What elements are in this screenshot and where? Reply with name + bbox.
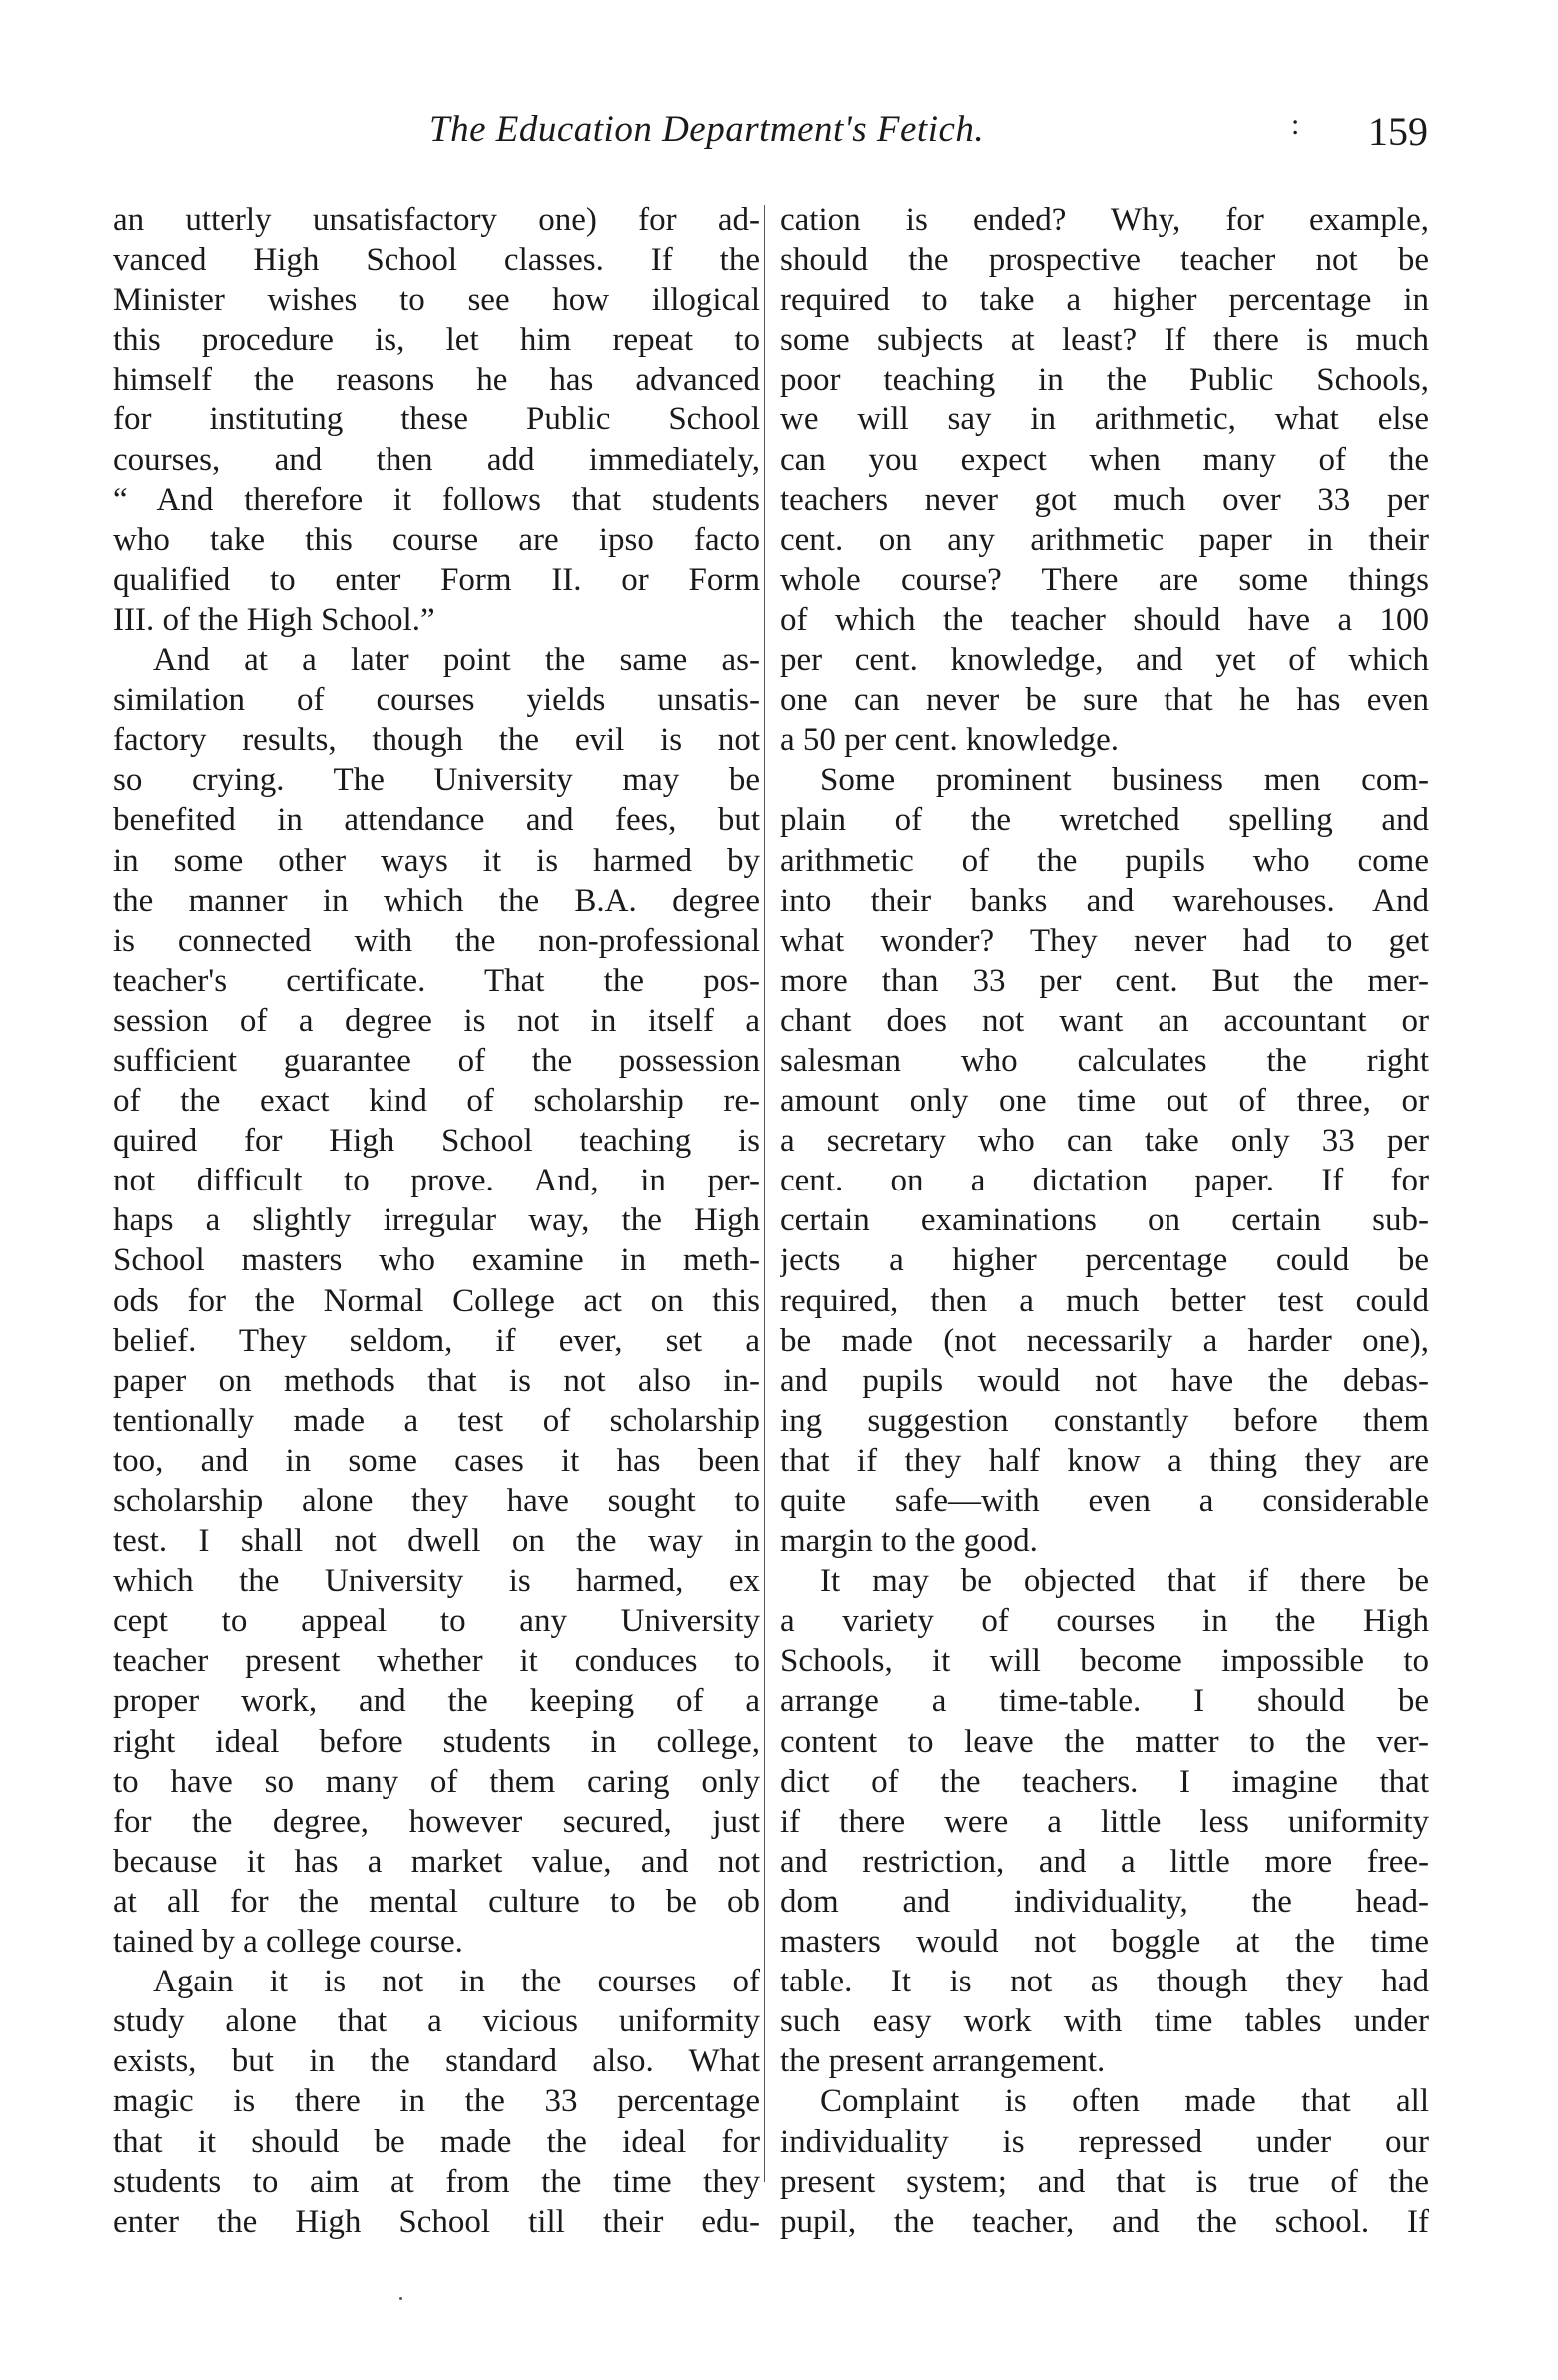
text-line: into their banks and warehouses. And — [780, 882, 1429, 919]
text-line: arrange a time-table. I should be — [780, 1683, 1429, 1720]
text-line: It may be objected that if there be — [820, 1563, 1429, 1600]
ink-speck — [399, 2297, 402, 2300]
left-text-column — [113, 200, 760, 2242]
text-line: Complaint is often made that all — [820, 2083, 1429, 2120]
text-line: test. I shall not dwell on the way in — [113, 1523, 760, 1560]
text-line: tained by a college course. — [113, 1924, 463, 1961]
text-line: per cent. knowledge, and yet of which — [780, 642, 1429, 679]
text-line: a variety of courses in the High — [780, 1603, 1429, 1640]
running-head — [0, 108, 1558, 158]
text-line: if there were a little less uniformity — [780, 1803, 1429, 1840]
text-line: right ideal before students in college, — [113, 1723, 760, 1760]
text-line: required, then a much better test could — [780, 1282, 1429, 1319]
text-line: in some other ways it is harmed by — [113, 842, 760, 879]
text-line: and restriction, and a little more free- — [780, 1843, 1429, 1880]
text-line: some subjects at least? If there is much — [780, 322, 1429, 359]
text-line: one can never be sure that he has even — [780, 682, 1429, 719]
text-line: that it should be made the ideal for — [113, 2123, 760, 2160]
text-line: tentionally made a test of scholarship — [113, 1402, 760, 1439]
text-line: required to take a higher percentage in — [780, 282, 1429, 319]
text-line: plain of the wretched spelling and — [780, 802, 1429, 839]
text-line: table. It is not as though they had — [780, 1964, 1429, 2000]
text-line: and pupils would not have the debas- — [780, 1362, 1429, 1399]
text-line: pupil, the teacher, and the school. If — [780, 2203, 1429, 2240]
text-line: teacher's certificate. That the pos- — [113, 962, 760, 999]
text-line: we will say in arithmetic, what else — [780, 401, 1429, 438]
text-line: an utterly unsatisfactory one) for ad- — [113, 202, 760, 238]
text-line: haps a slightly irregular way, the High — [113, 1202, 760, 1239]
text-line: present system; and that is true of the — [780, 2163, 1429, 2200]
text-line: dict of the teachers. I imagine that — [780, 1763, 1429, 1800]
text-line: School masters who examine in meth- — [113, 1242, 760, 1279]
text-line: sufficient guarantee of the possession — [113, 1042, 760, 1079]
text-line: chant does not want an accountant or — [780, 1002, 1429, 1039]
text-line: the present arrangement. — [780, 2043, 1106, 2080]
text-line: teachers never got much over 33 per — [780, 481, 1429, 518]
text-line: of the exact kind of scholarship re- — [113, 1083, 760, 1120]
column-divider — [764, 205, 765, 2182]
text-line: whole course? There are some things — [780, 561, 1429, 598]
text-line: qualified to enter Form II. or Form — [113, 561, 760, 598]
text-line: such easy work with time tables under — [780, 2003, 1429, 2040]
page-number: 159 — [1368, 109, 1428, 154]
text-line: cept to appeal to any University — [113, 1603, 760, 1640]
text-line: enter the High School till their edu- — [113, 2203, 760, 2240]
text-line: not difficult to prove. And, in per- — [113, 1163, 760, 1199]
running-title: The Education Department's Fetich. — [429, 109, 985, 150]
text-line: salesman who calculates the right — [780, 1042, 1429, 1079]
text-line: ing suggestion constantly before them — [780, 1402, 1429, 1439]
text-line: And at a later point the same as- — [153, 642, 760, 679]
text-line: for instituting these Public School — [113, 401, 760, 438]
text-line: students to aim at from the time they — [113, 2163, 760, 2200]
text-line: himself the reasons he has advanced — [113, 362, 760, 398]
text-line: cent. on a dictation paper. If for — [780, 1163, 1429, 1199]
text-line: of which the teacher should have a 100 — [780, 601, 1429, 638]
text-line: III. of the High School.” — [113, 601, 435, 638]
text-line: should the prospective teacher not be — [780, 242, 1429, 279]
text-line: magic is there in the 33 percentage — [113, 2083, 760, 2120]
text-line: a 50 per cent. knowledge. — [780, 722, 1120, 759]
text-line: too, and in some cases it has been — [113, 1442, 760, 1479]
text-line: be made (not necessarily a harder one), — [780, 1322, 1429, 1359]
text-line: for the degree, however secured, just — [113, 1803, 760, 1840]
text-line: that if they half know a thing they are — [780, 1442, 1429, 1479]
text-line: benefited in attendance and fees, but — [113, 802, 760, 839]
text-line: quite safe—with even a considerable — [780, 1483, 1429, 1519]
text-line: content to leave the matter to the ver- — [780, 1723, 1429, 1760]
text-line: at all for the mental culture to be ob — [113, 1883, 760, 1920]
text-line: session of a degree is not in itself a — [113, 1002, 760, 1039]
text-line: vanced High School classes. If the — [113, 242, 760, 279]
text-line: certain examinations on certain sub- — [780, 1202, 1429, 1239]
text-line: belief. They seldom, if ever, set a — [113, 1322, 760, 1359]
text-line: so crying. The University may be — [113, 762, 760, 799]
text-line: individuality is repressed under our — [780, 2123, 1429, 2160]
text-line: because it has a market value, and not — [113, 1843, 760, 1880]
text-line: ods for the Normal College act on this — [113, 1282, 760, 1319]
text-line: more than 33 per cent. But the mer- — [780, 962, 1429, 999]
text-line: dom and individuality, the head- — [780, 1883, 1429, 1920]
text-line: cation is ended? Why, for example, — [780, 202, 1429, 238]
text-line: factory results, though the evil is not — [113, 722, 760, 759]
text-line: Again it is not in the courses of — [153, 1964, 760, 2000]
text-line: exists, but in the standard also. What — [113, 2043, 760, 2080]
text-line: which the University is harmed, ex — [113, 1563, 760, 1600]
text-line: Minister wishes to see how illogical — [113, 282, 760, 319]
text-line: the manner in which the B.A. degree — [113, 882, 760, 919]
text-line: who take this course are ipso facto — [113, 521, 760, 558]
text-line: study alone that a vicious uniformity — [113, 2003, 760, 2040]
text-line: margin to the good. — [780, 1523, 1038, 1560]
text-line: paper on methods that is not also in- — [113, 1362, 760, 1399]
right-text-column — [780, 200, 1429, 2242]
text-line: cent. on any arithmetic paper in their — [780, 521, 1429, 558]
text-line: similation of courses yields unsatis- — [113, 682, 760, 719]
text-line: arithmetic of the pupils who come — [780, 842, 1429, 879]
running-mark: : — [1291, 108, 1300, 141]
text-line: quired for High School teaching is — [113, 1123, 760, 1160]
text-line: Schools, it will become impossible to — [780, 1643, 1429, 1680]
text-line: a secretary who can take only 33 per — [780, 1123, 1429, 1160]
text-line: proper work, and the keeping of a — [113, 1683, 760, 1720]
text-line: this procedure is, let him repeat to — [113, 322, 760, 359]
text-line: is connected with the non-professional — [113, 922, 760, 959]
text-line: courses, and then add immediately, — [113, 441, 760, 478]
text-line: poor teaching in the Public Schools, — [780, 362, 1429, 398]
text-line: masters would not boggle at the time — [780, 1924, 1429, 1961]
text-line: to have so many of them caring only — [113, 1763, 760, 1800]
text-line: scholarship alone they have sought to — [113, 1483, 760, 1519]
text-line: teacher present whether it conduces to — [113, 1643, 760, 1680]
text-line: amount only one time out of three, or — [780, 1083, 1429, 1120]
text-line: jects a higher percentage could be — [780, 1242, 1429, 1279]
text-line: Some prominent business men com- — [820, 762, 1429, 799]
text-line: what wonder? They never had to get — [780, 922, 1429, 959]
text-line: “ And therefore it follows that students — [113, 481, 760, 518]
text-line: can you expect when many of the — [780, 441, 1429, 478]
